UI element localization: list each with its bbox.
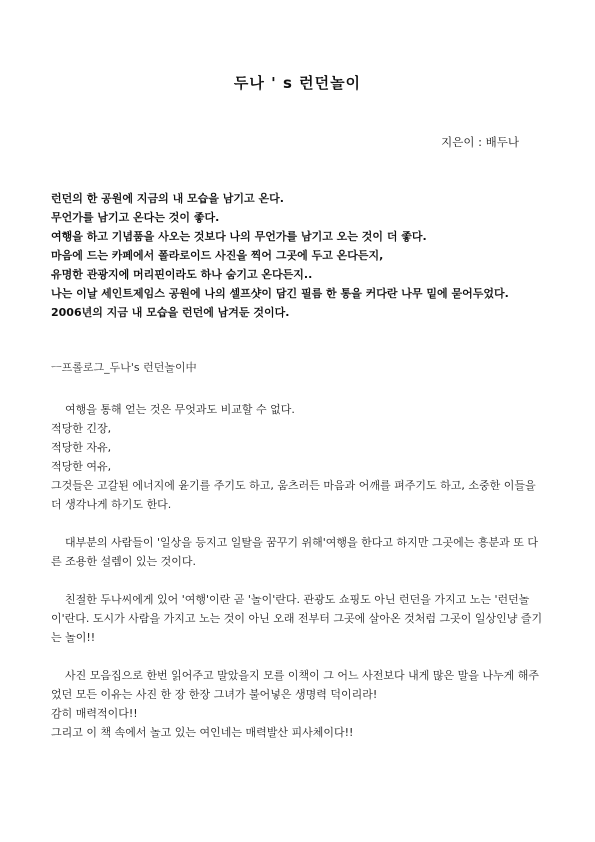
paragraph-line: 적당한 자유, <box>51 441 112 454</box>
intro-line: 유명한 관광지에 머리핀이라도 하나 숨기고 온다든지.. <box>51 268 313 281</box>
intro-line: 2006년의 지금 내 모습을 런던에 남겨둔 것이다. <box>51 306 290 319</box>
paragraph-line: 그것들은 고갈된 에너지에 윤기를 주기도 하고, 움츠러든 마음과 어깨를 펴주기도 하고, 소중한 이들을 더 생각나게 하기도 한다. <box>51 479 536 511</box>
intro-line: 여행을 하고 기념품을 사오는 것보다 나의 무언가를 남기고 오는 것이 더 좋다. <box>51 230 427 243</box>
paragraph-line: 적당한 여유, <box>51 460 112 473</box>
intro-line: 마음에 드는 카페에서 폴라로이드 사진을 찍어 그곳에 두고 온다든지, <box>51 249 384 262</box>
review-body <box>51 400 547 742</box>
paragraph-line: 적당한 긴장, <box>51 422 112 435</box>
intro-line: 런던의 한 공원에 지금의 내 모습을 남기고 온다. <box>51 192 284 205</box>
intro-line: 나는 이날 세인트제임스 공원에 나의 셀프샷이 담긴 필름 한 통을 커다란 나무 밑에 묻어두었다. <box>51 287 509 300</box>
intro-line: 무언가를 남기고 온다는 것이 좋다. <box>51 211 220 224</box>
paragraph: 대부분의 사람들이 '일상을 등지고 일탈을 꿈꾸기 위해'여행을 한다고 하지만 그곳에는 흥분과 또 다른 조용한 설렘이 있는 것이다. <box>51 536 539 568</box>
author-line: 지은이 : 배두나 <box>441 135 519 149</box>
paragraph-line: 그리고 이 책 속에서 놀고 있는 여인네는 매력발산 피사체이다!! <box>51 726 354 739</box>
intro-quote-block <box>51 189 547 322</box>
document-title: 두나 ' s 런던놀이 <box>233 74 362 92</box>
paragraph-line: 사진 모음집으로 한번 읽어주고 말았을지 모를 이책이 그 어느 사전보다 내게 많은 말을 나누게 해주었던 모든 이유는 사진 한 장 한장 그녀가 불어넣은 생명력 덕이리라! <box>51 669 539 701</box>
paragraph: 친절한 두나씨에게 있어 '여행'이란 곧 '놀이'란다. 관광도 쇼핑도 아닌 런던을 가지고 노는 '런던놀이'란다. 도시가 사람을 가지고 노는 것이 아닌 오래 전부터 그곳에 살아온 것처럼 그곳이 일상인냥 즐기는 놀이!! <box>51 593 543 644</box>
paragraph-line: 감히 매력적이다!! <box>51 707 138 720</box>
paragraph-line: 여행을 통해 얻는 것은 무엇과도 비교할 수 없다. <box>65 403 295 416</box>
prologue-source: ㅡ프롤로그_두나's 런던놀이中 <box>51 361 197 374</box>
